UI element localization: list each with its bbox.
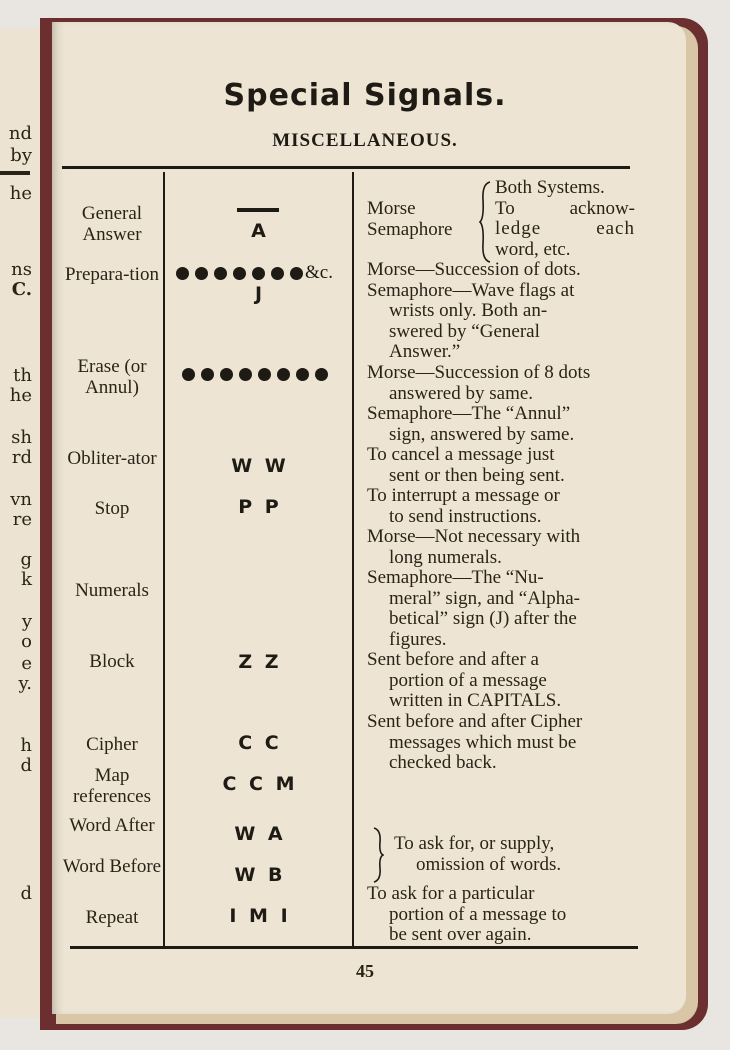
left-fragment: y. xyxy=(18,673,32,694)
column-divider xyxy=(163,172,165,946)
left-fragment: vn xyxy=(10,489,32,510)
signal-preparation: J xyxy=(254,283,266,305)
row-label-stop: Stop xyxy=(94,498,130,519)
left-fragment: rd xyxy=(11,447,32,468)
signal-stop: P P xyxy=(238,496,282,518)
left-fragment: o xyxy=(21,631,32,652)
dot-icon xyxy=(201,368,214,381)
desc-obliterator: To cancel a message just sent or then being sent. xyxy=(367,444,565,486)
dot-icon xyxy=(239,368,252,381)
dot-icon xyxy=(195,267,208,280)
row-label-word-before: Word Before xyxy=(62,856,162,877)
dot-icon xyxy=(214,267,227,280)
left-fragment: k xyxy=(21,569,32,590)
desc-general-brace: Both Systems. To acknow- ledge each word, etc. xyxy=(495,177,635,260)
left-fragment: sh xyxy=(11,427,32,448)
left-fragment: he xyxy=(9,183,32,204)
dot-icon xyxy=(233,267,246,280)
left-fragment: g xyxy=(20,549,32,570)
dot-icon xyxy=(315,368,328,381)
dot-icon xyxy=(176,267,189,280)
column-divider xyxy=(352,172,354,946)
row-label-word-after: Word After xyxy=(69,815,155,836)
preparation-dots xyxy=(176,262,333,284)
left-fragment: y xyxy=(21,611,32,632)
desc-erase: Morse—Succession of 8 dots answered by same. Semaphore—The “Annul” sign, answered by same. xyxy=(367,362,591,445)
left-fragment: ns xyxy=(11,259,32,280)
left-fragment: e xyxy=(21,653,32,674)
row-label-preparation: Prepara-tion xyxy=(65,264,159,285)
signal-obliterator: W W xyxy=(231,455,289,477)
dot-icon xyxy=(277,368,290,381)
dash-symbol xyxy=(237,208,279,212)
desc-general-semaphore: Semaphore xyxy=(367,219,453,240)
brace-icon xyxy=(478,180,492,264)
etc-text: &c. xyxy=(305,262,333,283)
table-top-rule xyxy=(62,166,630,169)
left-fragment: nd xyxy=(8,123,32,144)
row-label-cipher: Cipher xyxy=(86,734,138,755)
desc-numerals: Morse—Not necessary with long numerals. Semaphore—The “Nu- meral” sign, and “Alpha- betical” sign (J) after the figures. xyxy=(367,526,581,650)
row-label-repeat: Repeat xyxy=(85,907,139,928)
row-label-numerals: Numerals xyxy=(75,580,149,601)
signal-general-answer: A xyxy=(251,220,269,242)
dot-icon xyxy=(220,368,233,381)
left-fragment: C. xyxy=(11,279,32,300)
erase-dots xyxy=(182,368,334,381)
signal-repeat: I M I xyxy=(229,905,291,927)
page-subtitle: MISCELLANEOUS. xyxy=(272,130,458,151)
row-label-erase: Erase (or Annul) xyxy=(77,356,147,398)
signal-word-after: W A xyxy=(234,823,286,845)
left-rule xyxy=(0,171,30,175)
dot-icon xyxy=(252,267,265,280)
row-label-general-answer: General Answer xyxy=(81,203,143,245)
left-fragment: d xyxy=(20,883,32,904)
left-fragment: by xyxy=(10,145,32,166)
dot-icon xyxy=(182,368,195,381)
dot-icon xyxy=(258,368,271,381)
row-label-obliterator: Obliter-ator xyxy=(67,448,157,469)
left-fragment: re xyxy=(12,509,32,530)
row-label-map-references: Map references xyxy=(72,765,152,807)
desc-cipher: Sent before and after Cipher messages which must be checked back. xyxy=(367,711,583,774)
table-bottom-rule xyxy=(70,946,638,949)
desc-general-morse: Morse xyxy=(367,198,416,219)
left-fragment: he xyxy=(9,385,32,406)
left-fragment: h xyxy=(20,735,32,756)
left-fragment: d xyxy=(20,755,32,776)
desc-preparation: Morse—Succession of dots. Semaphore—Wave flags at wrists only. Both an- swered by “General Answer.” xyxy=(367,259,581,363)
desc-block: Sent before and after a portion of a message written in CAPITALS. xyxy=(367,649,562,712)
signal-cipher: C C xyxy=(238,732,282,754)
page-title: Special Signals. xyxy=(223,78,507,113)
signal-map-references: C C M xyxy=(222,773,298,795)
signal-word-before: W B xyxy=(234,864,286,886)
dot-icon xyxy=(271,267,284,280)
desc-word: To ask for, or supply, omission of words. xyxy=(394,833,562,875)
desc-repeat: To ask for a particular portion of a message to be sent over again. xyxy=(367,883,567,946)
dot-icon xyxy=(290,267,303,280)
dot-icon xyxy=(296,368,309,381)
row-label-block: Block xyxy=(89,651,135,672)
desc-stop: To interrupt a message or to send instructions. xyxy=(367,485,560,527)
left-fragment: th xyxy=(13,365,32,386)
signal-block: Z Z xyxy=(238,651,282,673)
brace-icon xyxy=(372,826,384,884)
page-number: 45 xyxy=(356,961,374,981)
